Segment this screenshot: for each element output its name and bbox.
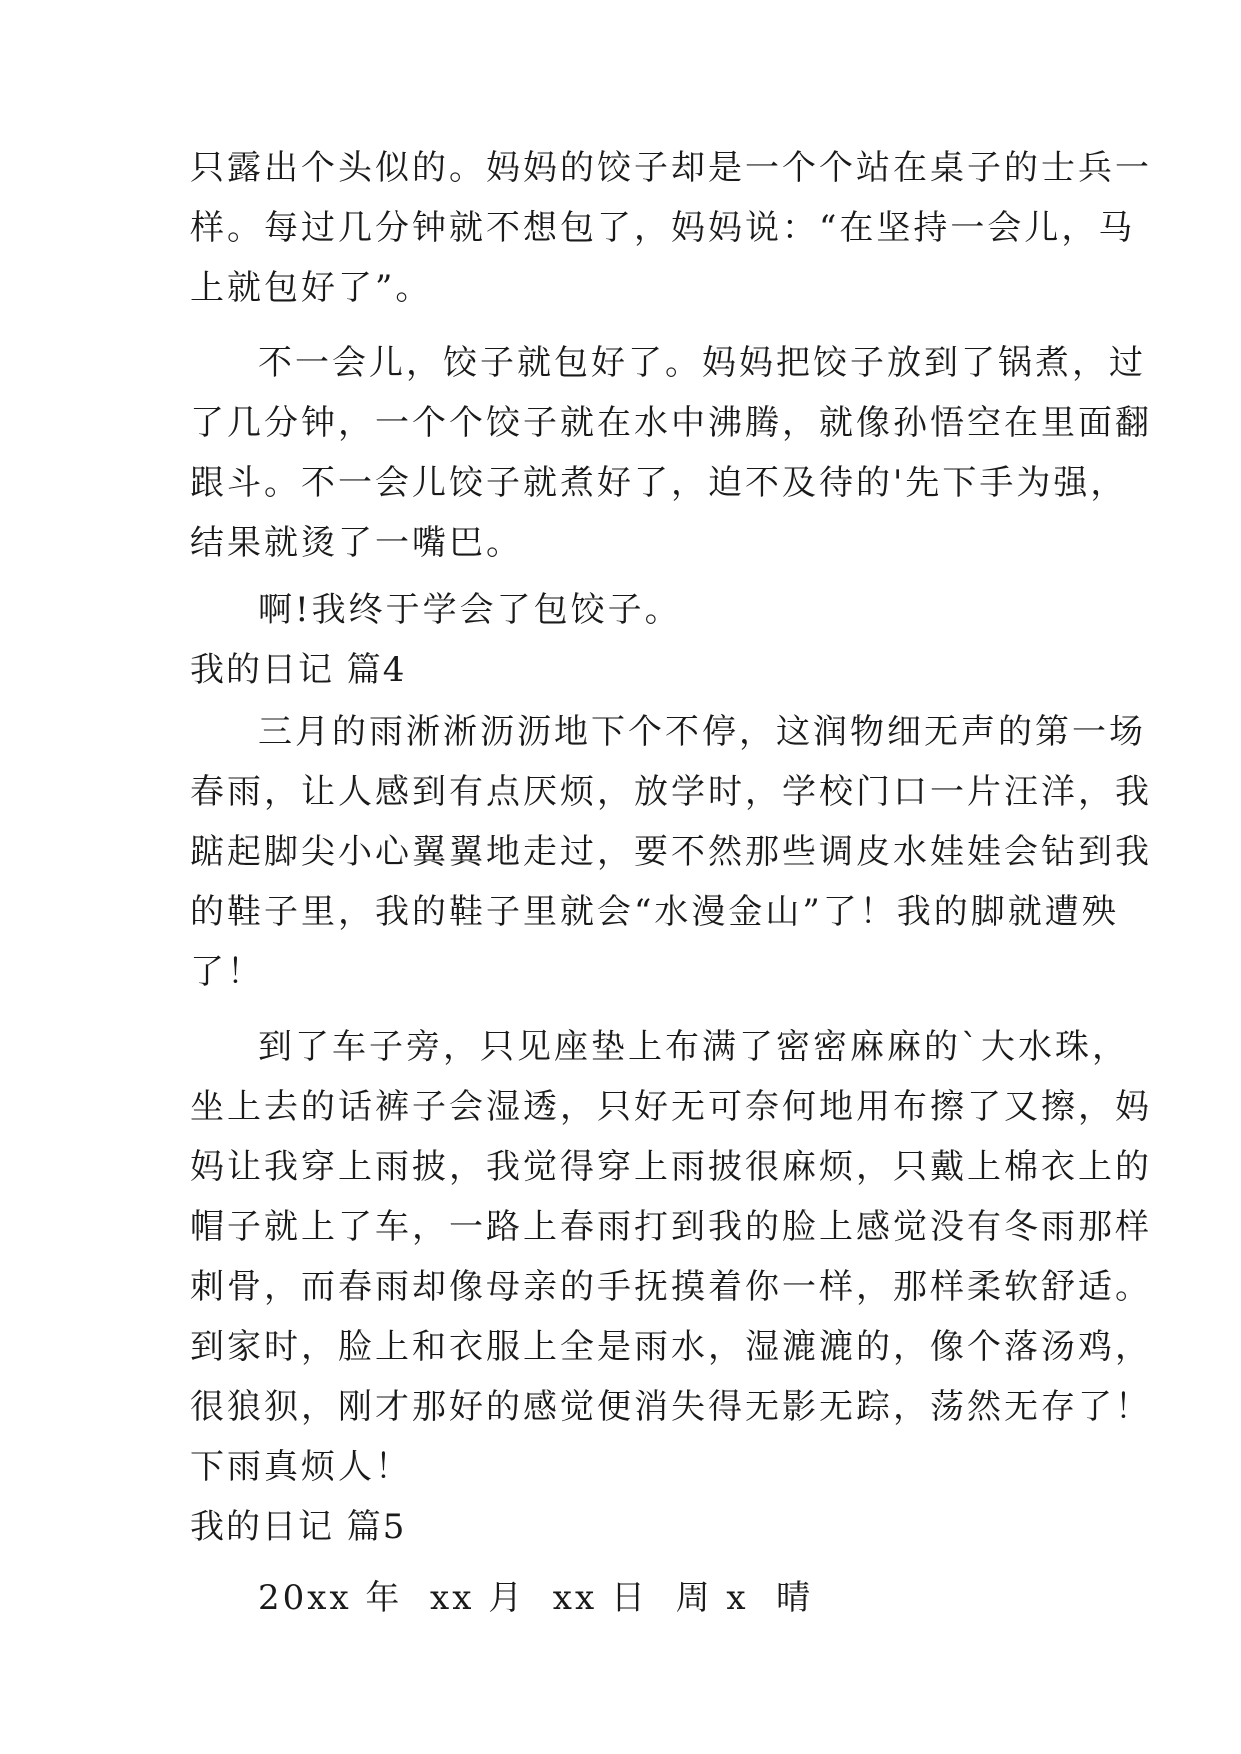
section-heading: 我的日记 篇4 [190,650,407,690]
text-line: 帽子就上了车，一路上春雨打到我的脸上感觉没有冬雨那样 [190,1207,1152,1247]
text-line: 妈让我穿上雨披，我觉得穿上雨披很麻烦，只戴上棉衣上的 [190,1147,1152,1187]
text-line: 春雨，让人感到有点厌烦，放学时，学校门口一片汪洋，我 [190,772,1152,812]
date-line: 20xx 年 xx 月 xx 日 周 x 晴 [258,1578,814,1618]
paragraph-first-line: 到了车子旁，只见座垫上布满了密密麻麻的`大水珠， [258,1027,1129,1067]
text-line: 踮起脚尖小心翼翼地走过，要不然那些调皮水娃娃会钻到我 [190,832,1152,872]
text-line: 很狼狈，刚才那好的感觉便消失得无影无踪，荡然无存了！ [190,1387,1152,1427]
text-line: 样。每过几分钟就不想包了，妈妈说：“在坚持一会儿，马 [190,208,1136,248]
text-line: 了！ [190,952,264,992]
section-heading: 我的日记 篇5 [190,1507,407,1547]
text-line: 了几分钟，一个个饺子就在水中沸腾，就像孙悟空在里面翻 [190,403,1152,443]
paragraph-first-line: 啊!我终于学会了包饺子。 [258,590,682,630]
text-line: 坐上去的话裤子会湿透，只好无可奈何地用布擦了又擦，妈 [190,1087,1152,1127]
text-line: 下雨真烦人！ [190,1447,412,1487]
paragraph-first-line: 不一会儿，饺子就包好了。妈妈把饺子放到了锅煮，过 [258,343,1146,383]
paragraph-first-line: 三月的雨淅淅沥沥地下个不停，这润物细无声的第一场 [258,712,1146,752]
text-line: 上就包好了”。 [190,268,433,308]
text-line: 刺骨，而春雨却像母亲的手抚摸着你一样，那样柔软舒适。 [190,1267,1152,1307]
text-line: 只露出个头似的。妈妈的饺子却是一个个站在桌子的士兵一 [190,148,1152,188]
text-line: 结果就烫了一嘴巴。 [190,523,523,563]
text-line: 的鞋子里，我的鞋子里就会“水漫金山”了！我的脚就遭殃 [190,892,1119,932]
text-line: 到家时，脸上和衣服上全是雨水，湿漉漉的，像个落汤鸡， [190,1327,1152,1367]
text-line: 跟斗。不一会儿饺子就煮好了，迫不及待的'先下手为强， [190,463,1128,503]
